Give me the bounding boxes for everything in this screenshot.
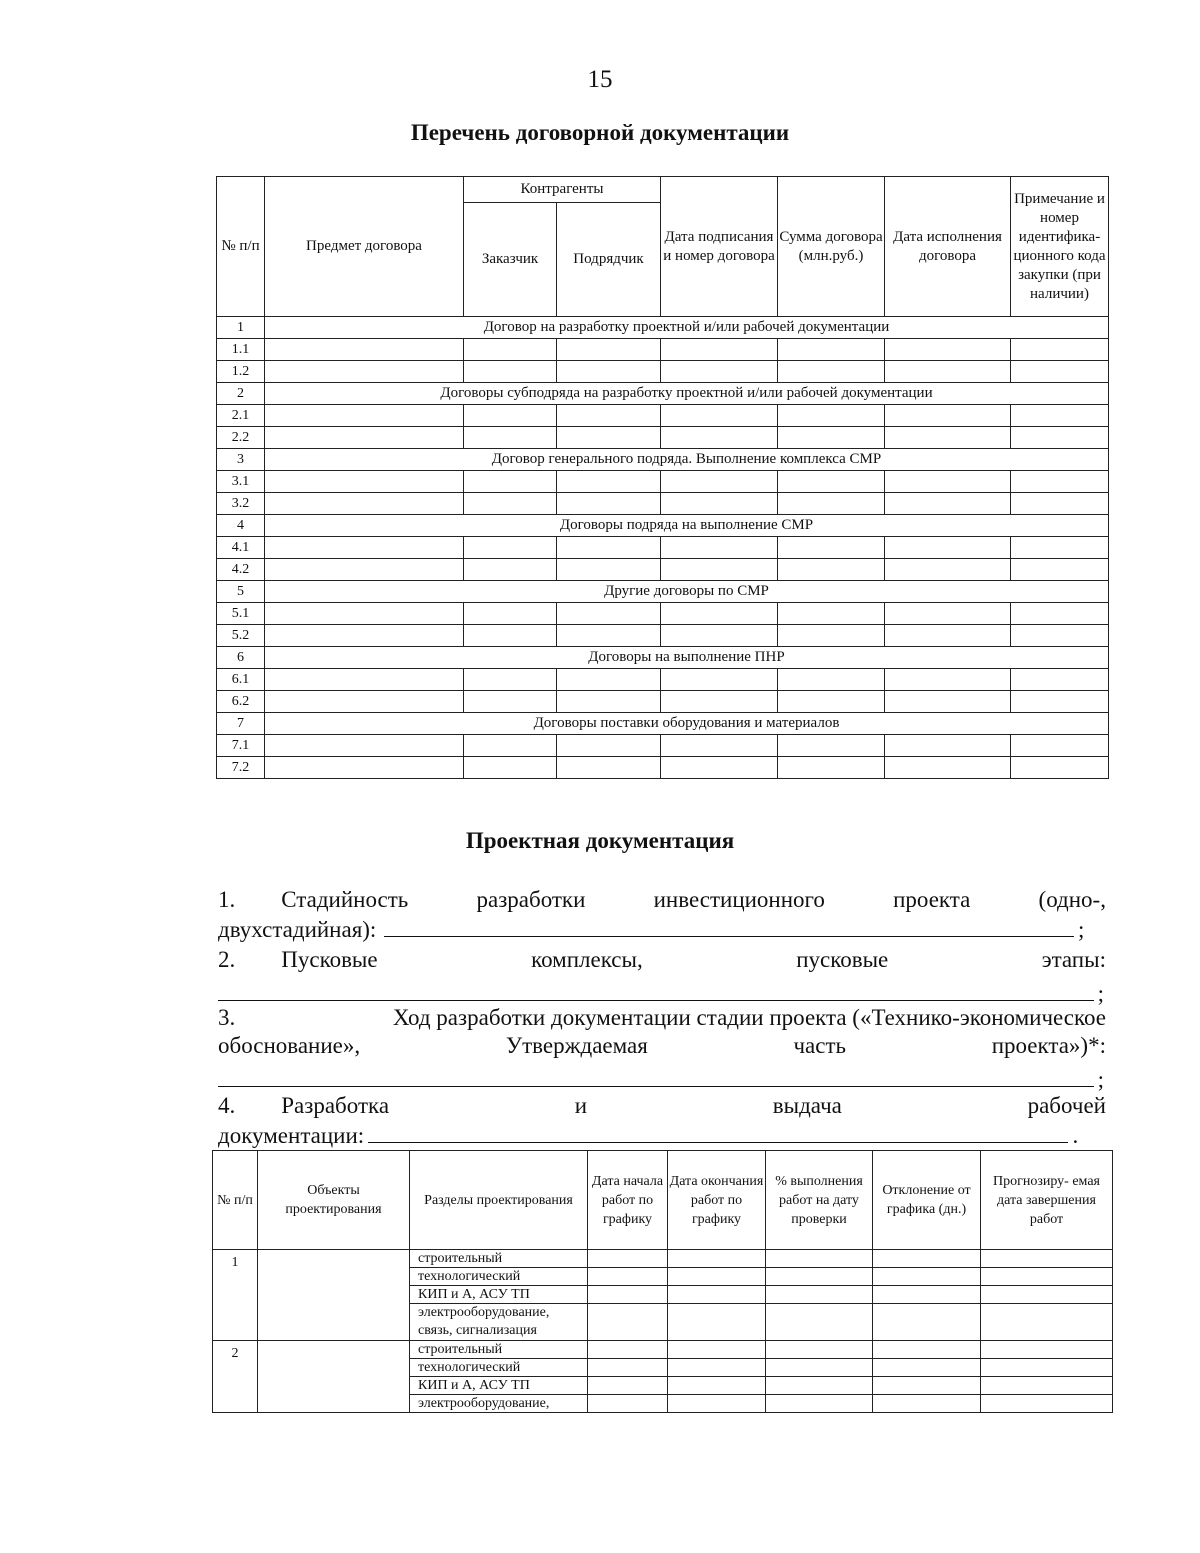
empty-cell xyxy=(557,603,661,625)
item-2-num: 2. Пусковые xyxy=(218,947,378,972)
empty-cell xyxy=(1011,537,1109,559)
empty-cell xyxy=(766,1377,873,1395)
empty-cell xyxy=(885,669,1011,691)
table-row xyxy=(217,625,1109,647)
empty-cell xyxy=(1011,405,1109,427)
empty-cell xyxy=(1011,559,1109,581)
empty-cell xyxy=(265,625,464,647)
row-num: 7 xyxy=(217,713,265,735)
item-3-continuation: ; xyxy=(218,1060,1106,1094)
row-num: 2.1 xyxy=(217,405,265,427)
empty-cell xyxy=(265,691,464,713)
item-2-word: пусковые xyxy=(796,947,889,972)
group-row xyxy=(217,515,1109,537)
row-num: 5 xyxy=(217,581,265,603)
empty-cell xyxy=(668,1250,766,1268)
item-3-word: обоснование», xyxy=(218,1033,361,1058)
header-exec-date: Дата исполнения договора xyxy=(885,177,1011,317)
empty-cell xyxy=(981,1268,1113,1286)
empty-cell xyxy=(766,1304,873,1341)
group-row xyxy=(217,317,1109,339)
empty-cell xyxy=(778,757,885,779)
empty-cell xyxy=(557,625,661,647)
row-num: 6 xyxy=(217,647,265,669)
item-1-line xyxy=(218,886,1106,914)
row-num: 2 xyxy=(217,383,265,405)
page-number: 15 xyxy=(587,66,613,93)
row-num: 1.1 xyxy=(217,339,265,361)
item-1-word: проекта xyxy=(893,887,971,912)
empty-cell xyxy=(873,1250,981,1268)
empty-cell xyxy=(766,1250,873,1268)
empty-cell xyxy=(1011,625,1109,647)
item-4-word: рабочей xyxy=(1027,1093,1106,1118)
empty-cell xyxy=(464,757,557,779)
empty-cell xyxy=(661,603,778,625)
object-cell xyxy=(258,1250,410,1341)
empty-cell xyxy=(778,603,885,625)
item-3-text: Ход разработки документации стадии проекта («Технико-экономическое xyxy=(392,1005,1106,1030)
empty-cell xyxy=(265,603,464,625)
section-name: КИП и А, АСУ ТП xyxy=(410,1286,588,1304)
empty-cell xyxy=(668,1395,766,1413)
row-num: 5.1 xyxy=(217,603,265,625)
empty-cell xyxy=(873,1304,981,1341)
empty-cell xyxy=(661,339,778,361)
empty-cell xyxy=(1011,471,1109,493)
section-name: электрооборудование, связь, сигнализация xyxy=(410,1304,588,1341)
header-contractor: Подрядчик xyxy=(557,203,661,317)
empty-cell xyxy=(557,339,661,361)
empty-cell xyxy=(873,1286,981,1304)
empty-cell xyxy=(588,1395,668,1413)
header-subject: Предмет договора xyxy=(265,177,464,317)
empty-cell xyxy=(885,339,1011,361)
row-num: 7.2 xyxy=(217,757,265,779)
empty-cell xyxy=(1011,339,1109,361)
empty-cell xyxy=(588,1250,668,1268)
empty-cell xyxy=(981,1395,1113,1413)
item-2-word: этапы: xyxy=(1041,947,1106,972)
empty-cell xyxy=(981,1286,1113,1304)
empty-cell xyxy=(588,1359,668,1377)
item-3-num: 3. xyxy=(218,1005,236,1030)
table-row xyxy=(217,559,1109,581)
empty-cell xyxy=(778,339,885,361)
empty-cell xyxy=(557,669,661,691)
table-row xyxy=(217,471,1109,493)
group-row xyxy=(217,581,1109,603)
header-forecast: Прогнозиру- емая дата завершения работ xyxy=(981,1151,1113,1250)
empty-cell xyxy=(557,493,661,515)
group-title: Договоры подряда на выполнение СМР xyxy=(265,515,1109,537)
group-row xyxy=(217,647,1109,669)
empty-cell xyxy=(885,691,1011,713)
empty-cell xyxy=(766,1341,873,1359)
design-title: Проектная документация xyxy=(465,828,735,853)
section-name: технологический xyxy=(410,1268,588,1286)
group-title: Договоры поставки оборудования и материалов xyxy=(265,713,1109,735)
empty-cell xyxy=(265,559,464,581)
empty-cell xyxy=(778,471,885,493)
empty-cell xyxy=(885,493,1011,515)
table-row xyxy=(217,405,1109,427)
header-customer: Заказчик xyxy=(464,203,557,317)
empty-cell xyxy=(464,427,557,449)
table-row xyxy=(217,603,1109,625)
empty-cell xyxy=(557,427,661,449)
empty-cell xyxy=(588,1341,668,1359)
empty-cell xyxy=(1011,735,1109,757)
empty-cell xyxy=(1011,691,1109,713)
header-percent: % выполнения работ на дату проверки xyxy=(766,1151,873,1250)
empty-cell xyxy=(766,1286,873,1304)
object-cell xyxy=(258,1341,410,1413)
empty-cell xyxy=(661,471,778,493)
empty-cell xyxy=(265,471,464,493)
item-1-word: разработки xyxy=(476,887,586,912)
empty-cell xyxy=(661,625,778,647)
group-row xyxy=(217,713,1109,735)
empty-cell xyxy=(778,427,885,449)
empty-cell xyxy=(1011,757,1109,779)
empty-cell xyxy=(885,471,1011,493)
item-1 xyxy=(218,886,1106,944)
empty-cell xyxy=(668,1377,766,1395)
group-row xyxy=(217,383,1109,405)
empty-cell xyxy=(668,1359,766,1377)
empty-cell xyxy=(668,1304,766,1341)
table-row xyxy=(217,339,1109,361)
empty-cell xyxy=(668,1286,766,1304)
row-num: 3.2 xyxy=(217,493,265,515)
empty-cell xyxy=(1011,603,1109,625)
header-sections: Разделы проектирования xyxy=(410,1151,588,1250)
table-row xyxy=(217,691,1109,713)
empty-cell xyxy=(588,1377,668,1395)
item-2-line xyxy=(218,946,1106,974)
table-row xyxy=(213,1341,1113,1359)
item-3-word: проекта»)*: xyxy=(991,1033,1106,1058)
empty-cell xyxy=(778,669,885,691)
item-3-word: часть xyxy=(793,1033,847,1058)
empty-cell xyxy=(557,559,661,581)
header-note: Примечание и номер идентифика- ционного кода закупки (при наличии) xyxy=(1011,177,1109,317)
empty-cell xyxy=(873,1359,981,1377)
empty-cell xyxy=(265,339,464,361)
header-num: № п/п xyxy=(213,1151,258,1250)
empty-cell xyxy=(661,757,778,779)
row-num: 5.2 xyxy=(217,625,265,647)
empty-cell xyxy=(464,471,557,493)
item-4-num: 4. Разработка xyxy=(218,1093,390,1118)
empty-cell xyxy=(661,537,778,559)
header-objects: Объекты проектирования xyxy=(258,1151,410,1250)
empty-cell xyxy=(661,559,778,581)
fill-line xyxy=(384,914,1074,937)
item-3-word: Утверждаемая xyxy=(505,1033,648,1058)
item-4-word: и xyxy=(574,1093,588,1118)
group-title: Договор на разработку проектной и/или рабочей документации xyxy=(265,317,1109,339)
row-num: 4.2 xyxy=(217,559,265,581)
empty-cell xyxy=(981,1304,1113,1341)
empty-cell xyxy=(778,691,885,713)
empty-cell xyxy=(464,669,557,691)
empty-cell xyxy=(981,1341,1113,1359)
design-table xyxy=(212,1150,1113,1413)
row-num: 4.1 xyxy=(217,537,265,559)
empty-cell xyxy=(885,625,1011,647)
item-2-continuation: ; xyxy=(218,974,1106,1008)
item-4-continuation: документации: . xyxy=(218,1120,1106,1150)
item-1-word: инвестиционного xyxy=(653,887,825,912)
item-1-word: (одно-, xyxy=(1038,887,1106,912)
group-row xyxy=(217,449,1109,471)
empty-cell xyxy=(778,493,885,515)
empty-cell xyxy=(265,669,464,691)
empty-cell xyxy=(464,603,557,625)
group-title: Другие договоры по СМР xyxy=(265,581,1109,603)
fill-line xyxy=(218,1060,1094,1087)
row-num: 3 xyxy=(217,449,265,471)
empty-cell xyxy=(885,427,1011,449)
empty-cell xyxy=(464,625,557,647)
empty-cell xyxy=(557,691,661,713)
empty-cell xyxy=(766,1268,873,1286)
object-num: 1 xyxy=(213,1250,258,1341)
empty-cell xyxy=(588,1286,668,1304)
empty-cell xyxy=(557,757,661,779)
empty-cell xyxy=(885,757,1011,779)
empty-cell xyxy=(661,405,778,427)
empty-cell xyxy=(668,1341,766,1359)
item-4-line xyxy=(218,1092,1106,1120)
empty-cell xyxy=(873,1268,981,1286)
row-num: 1 xyxy=(217,317,265,339)
empty-cell xyxy=(265,537,464,559)
empty-cell xyxy=(778,405,885,427)
table-row xyxy=(217,361,1109,383)
empty-cell xyxy=(265,405,464,427)
empty-cell xyxy=(661,735,778,757)
object-num: 2 xyxy=(213,1341,258,1413)
table-row xyxy=(217,669,1109,691)
empty-cell xyxy=(778,537,885,559)
item-2 xyxy=(218,946,1106,1008)
empty-cell xyxy=(981,1359,1113,1377)
header-counterparties: Контрагенты xyxy=(464,177,661,203)
empty-cell xyxy=(464,405,557,427)
empty-cell xyxy=(464,339,557,361)
empty-cell xyxy=(557,471,661,493)
empty-cell xyxy=(778,559,885,581)
empty-cell xyxy=(464,691,557,713)
group-title: Договор генерального подряда. Выполнение комплекса СМР xyxy=(265,449,1109,471)
empty-cell xyxy=(265,757,464,779)
row-num: 6.1 xyxy=(217,669,265,691)
empty-cell xyxy=(557,735,661,757)
empty-cell xyxy=(265,735,464,757)
section-name: строительный xyxy=(410,1341,588,1359)
empty-cell xyxy=(873,1341,981,1359)
empty-cell xyxy=(778,625,885,647)
table-row xyxy=(217,427,1109,449)
empty-cell xyxy=(668,1268,766,1286)
empty-cell xyxy=(464,559,557,581)
empty-cell xyxy=(464,537,557,559)
empty-cell xyxy=(981,1250,1113,1268)
item-1-num: 1. Стадийность xyxy=(218,887,409,912)
empty-cell xyxy=(661,669,778,691)
item-4 xyxy=(218,1092,1106,1150)
empty-cell xyxy=(885,603,1011,625)
empty-cell xyxy=(661,691,778,713)
group-title: Договоры субподряда на разработку проектной и/или рабочей документации xyxy=(265,383,1109,405)
empty-cell xyxy=(1011,427,1109,449)
section-name: строительный xyxy=(410,1250,588,1268)
empty-cell xyxy=(265,493,464,515)
empty-cell xyxy=(464,361,557,383)
empty-cell xyxy=(464,493,557,515)
header-end: Дата окончания работ по графику xyxy=(668,1151,766,1250)
empty-cell xyxy=(885,405,1011,427)
empty-cell xyxy=(778,361,885,383)
row-num: 6.2 xyxy=(217,691,265,713)
fill-line xyxy=(368,1120,1068,1143)
section-name: технологический xyxy=(410,1359,588,1377)
item-3 xyxy=(218,1004,1106,1094)
contracts-table xyxy=(216,176,1109,779)
empty-cell xyxy=(778,735,885,757)
empty-cell xyxy=(885,735,1011,757)
empty-cell xyxy=(873,1377,981,1395)
empty-cell xyxy=(873,1395,981,1413)
header-amount: Сумма договора (млн.руб.) xyxy=(778,177,885,317)
table-row xyxy=(217,537,1109,559)
table-row xyxy=(217,757,1109,779)
item-3-line-2 xyxy=(218,1032,1106,1060)
fill-line xyxy=(218,974,1094,1001)
section-name: КИП и А, АСУ ТП xyxy=(410,1377,588,1395)
empty-cell xyxy=(885,361,1011,383)
empty-cell xyxy=(661,493,778,515)
header-num: № п/п xyxy=(217,177,265,317)
empty-cell xyxy=(766,1359,873,1377)
empty-cell xyxy=(557,405,661,427)
row-num: 3.1 xyxy=(217,471,265,493)
table-row xyxy=(213,1250,1113,1268)
empty-cell xyxy=(557,361,661,383)
empty-cell xyxy=(1011,493,1109,515)
empty-cell xyxy=(981,1377,1113,1395)
table-row xyxy=(217,735,1109,757)
section-name: электрооборудование, xyxy=(410,1395,588,1413)
header-start: Дата начала работ по графику xyxy=(588,1151,668,1250)
header-deviation: Отклонение от графика (дн.) xyxy=(873,1151,981,1250)
empty-cell xyxy=(1011,361,1109,383)
empty-cell xyxy=(265,361,464,383)
row-num: 2.2 xyxy=(217,427,265,449)
empty-cell xyxy=(588,1304,668,1341)
item-1-continuation: двухстадийная): ; xyxy=(218,914,1106,944)
empty-cell xyxy=(885,537,1011,559)
item-4-word: выдача xyxy=(772,1093,842,1118)
row-num: 4 xyxy=(217,515,265,537)
empty-cell xyxy=(464,735,557,757)
group-title: Договоры на выполнение ПНР xyxy=(265,647,1109,669)
row-num: 1.2 xyxy=(217,361,265,383)
item-3-line-1 xyxy=(218,1004,1106,1032)
header-sign-date: Дата подписания и номер договора xyxy=(661,177,778,317)
table-row xyxy=(217,493,1109,515)
empty-cell xyxy=(661,361,778,383)
empty-cell xyxy=(588,1268,668,1286)
item-2-word: комплексы, xyxy=(531,947,643,972)
empty-cell xyxy=(885,559,1011,581)
row-num: 7.1 xyxy=(217,735,265,757)
empty-cell xyxy=(1011,669,1109,691)
empty-cell xyxy=(265,427,464,449)
empty-cell xyxy=(661,427,778,449)
empty-cell xyxy=(557,537,661,559)
contracts-title: Перечень договорной документации xyxy=(410,120,790,145)
empty-cell xyxy=(766,1395,873,1413)
